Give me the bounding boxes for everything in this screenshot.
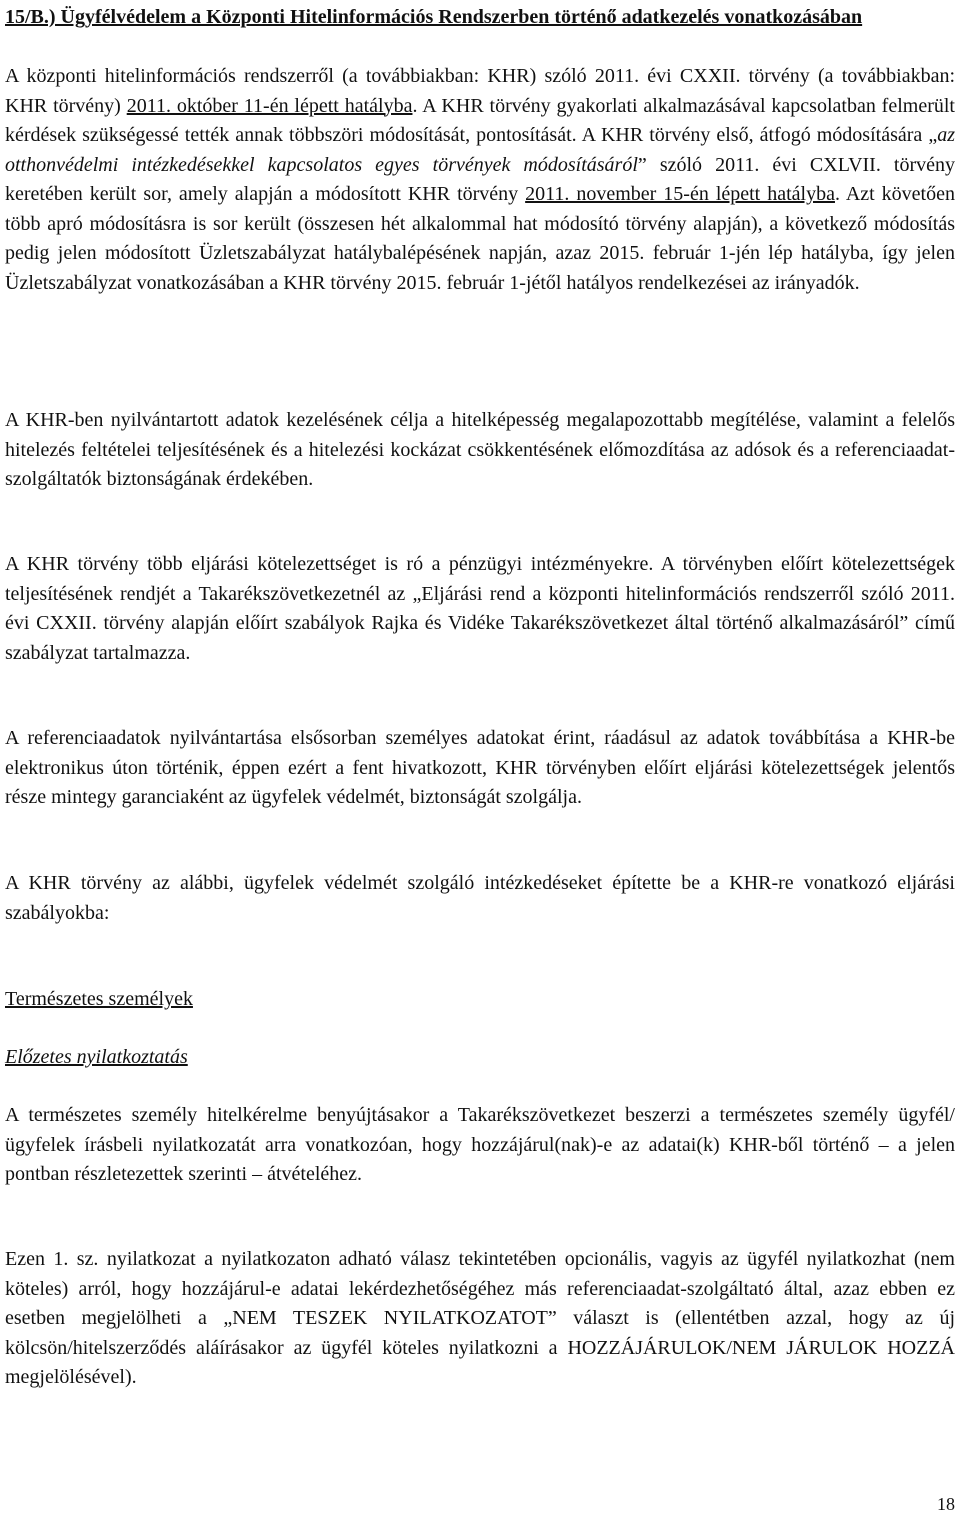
paragraph-khr-intro: [5, 62, 955, 298]
paragraph-declaration-procurement: A természetes személy hitelkérelme benyújtásakor a Takarékszövetkezet beszerzi a természetes személy ügyfél/ügyfelek írásbeli nyilatkozatát arra vonatkozóan, hogy hozzájárul(nak)-e az adatai(k) KHR-ből történő – a jelen pontban részletezettek szerinti – átvételéhez.: [5, 1104, 955, 1185]
p1-text-c: . A KHR törvény gyakorlati alkalmazásával kapcsolatban felmerült kérdések szükségessé tették annak többszöri módosítását, pontosítását. A KHR törvény első, átfogó módosítására „: [5, 94, 955, 146]
p1-effective-date-1: 2011. október 11-én lépett hatályba: [126, 94, 413, 117]
paragraph-declaration-options: Ezen 1. sz. nyilatkozat a nyilatkozaton adható válasz tekintetében opcionális, vagyis az ügyfél nyilatkozhat (nem köteles) arról, hogy hozzájárul-e adatai lekérdezhetőségéhez más referenciaadat-szolgáltató által, azaz ebben ez esetben megjelölheti a „NEM TESZEK NYILATKOZATOT” választ is (ellentétben azzal, hogy az új kölcsön/hitelszerződés aláírásakor az ügyfél köteles nyilatkozni a HOZZÁJÁRULOK/NEM JÁRULOK HOZZÁ megjelölésével).: [5, 1248, 955, 1388]
subheading-prior-declaration: Előzetes nyilatkoztatás: [5, 1046, 188, 1068]
page-number: 18: [937, 1494, 955, 1514]
paragraph-khr-purpose: A KHR-ben nyilvántartott adatok kezelésének célja a hitelképesség megalapozottabb megítélése, valamint a felelős hitelezés feltételei teljesítésének és a hitelezési kockázat csökkentésének előmozdítása az adósok és a referenciaadat-szolgáltatók biztonságának érdekében.: [5, 409, 955, 490]
section-heading: 15/B.) Ügyfélvédelem a Központi Hitelinformációs Rendszerben történő adatkezelés vonatkozásában: [5, 6, 863, 28]
p1-effective-date-2: 2011. november 15-én lépett hatályba: [525, 183, 835, 205]
p1-text-e: ” szóló 2011. évi CXLVII. törvény keretében került sor, amely alapján a módosított KHR törvény: [5, 153, 955, 205]
paragraph-procedural-obligations: A KHR törvény több eljárási kötelezettséget is ró a pénzügyi intézményekre. A törvényben előírt kötelezettségek teljesítésének rendjét a Takarékszövetkezetnél az „Eljárási rend a központi hitelinformációs rendszerről szóló 2011. évi CXXII. törvény alapján előírt szabályok Rajka és Vidéke Takarékszövetkezet által történő alkalmazásáról” című szabályzat tartalmazza.: [5, 553, 955, 664]
subheading-natural-persons: Természetes személyek: [5, 988, 193, 1010]
paragraph-client-protection: A KHR törvény az alábbi, ügyfelek védelmét szolgáló intézkedéseket építette be a KHR-re vonatkozó eljárási szabályokba:: [5, 872, 955, 924]
p1-text-g: . Azt követően több apró módosításra is sor került (összesen hét alkalommal hat módosító törvény alapján), a következő módosítás pedig jelen módosított Üzletszabályzat hatálybalépésének napján, azaz 2015. február 1-jén lép hatályba, így jelen Üzletszabályzat vonatkozásában a KHR törvény 2015. február 1-jétől hatályos rendelkezései az irányadók.: [5, 183, 955, 294]
p1-law-title: az otthonvédelmi intézkedésekkel kapcsolatos egyes törvények módosításáról: [5, 124, 955, 176]
paragraph-reference-data: A referenciaadatok nyilvántartása elsősorban személyes adatokat érint, ráadásul az adatok továbbítása a KHR-be elektronikus úton történik, éppen ezért a fent hivatkozott, KHR törvényben előírt eljárási kötelezettségek jelentős része mintegy garanciaként az ügyfelek védelmét, biztonságát szolgálja.: [5, 727, 955, 808]
p1-text-a: A központi hitelinformációs rendszerről (a továbbiakban: KHR) szóló 2011. évi CXXII. törvény (a továbbiakban: KHR törvény): [5, 65, 955, 117]
